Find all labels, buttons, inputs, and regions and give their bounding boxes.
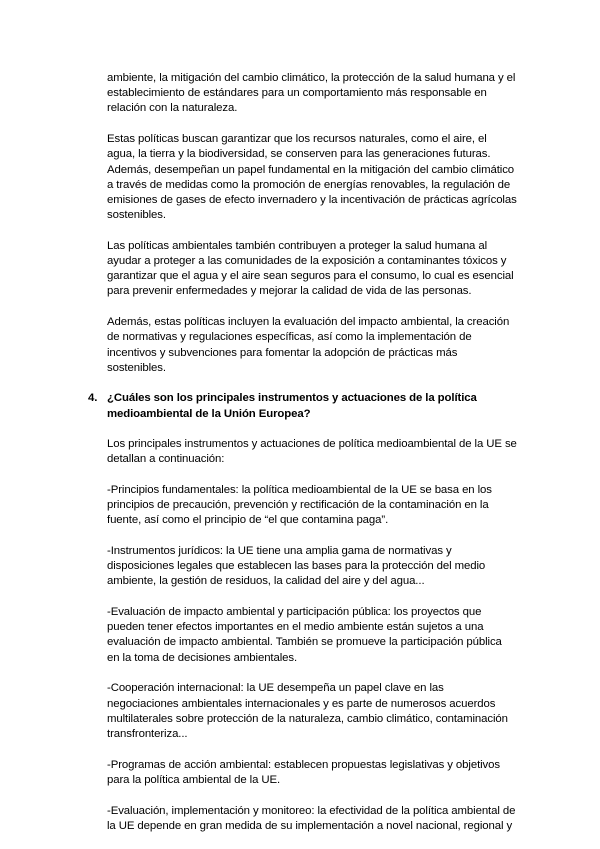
- paragraph-instruments-intro: Los principales instrumentos y actuaciones de política medioambiental de la UE se detallan a continuación:: [107, 437, 517, 466]
- paragraph-legal-instruments: -Instrumentos jurídicos: la UE tiene una amplia gama de normativas y disposiciones legales que establecen las bases para la protección del medio ambiente, la gestión de residuos, la calidad del aire y del agua...: [107, 544, 486, 588]
- question-text: ¿Cuáles son los principales instrumentos y actuaciones de la política medioambiental de la Unión Europea?: [107, 392, 477, 420]
- paragraph-evaluation-monitoring: -Evaluación, implementación y monitoreo: la efectividad de la política ambiental de la UE depende en gran medida de su implementación a novel nacional, regional y: [107, 804, 516, 832]
- paragraph-natural-resources: Estas políticas buscan garantizar que los recursos naturales, como el aire, el agua, la tierra y la biodiversidad, se conserven para las generaciones futuras. Además, desempeñan un papel fundamental en la mitigación del cambio climático a través de medidas como la promoción de energías renovables, la regulación de emisiones de gases de efecto invernadero y la incentivación de prácticas agrícolas sostenibles.: [107, 133, 517, 222]
- paragraph-fundamental-principles: -Principios fundamentales: la política medioambiental de la UE se basa en los principios de precaución, prevención y rectificación de la contaminación en la fuente, así como el principio de “el que contamina paga”.: [107, 483, 492, 527]
- question-heading: [88, 391, 517, 421]
- paragraph-action-programmes: -Programas de acción ambiental: establecen propuestas legislativas y objetivos para la política ambiental de la UE.: [107, 758, 500, 786]
- paragraph-human-health: Las políticas ambientales también contribuyen a proteger la salud humana al ayudar a proteger a las comunidades de la exposición a contaminantes tóxicos y garantizar que el agua y el aire sean seguros para el consumo, lo cual es esencial para prevenir enfermedades y mejorar la calidad de vida de las personas.: [107, 239, 514, 298]
- paragraph-impact-evaluation: Además, estas políticas incluyen la evaluación del impacto ambiental, la creación de normativas y regulaciones específicas, así como la implementación de incentivos y subvenciones para fomentar la adopción de prácticas más sostenibles.: [107, 316, 510, 374]
- paragraph-international-cooperation: -Cooperación internacional: la UE desempeña un papel clave en las negociaciones ambientales internacionales y es parte de numerosos acuerdos multilaterales sobre protección de la naturaleza, cambio climático, contaminación transfronteriza...: [107, 682, 508, 740]
- document-body: [88, 71, 517, 849]
- paragraph-environmental-impact-assessment: -Evaluación de impacto ambiental y participación pública: los proyectos que pueden tener efectos importantes en el medio ambiente están sujetos a una evaluación de impacto ambiental. También se promueve la participación pública en la toma de decisiones ambientales.: [107, 605, 502, 664]
- question-number: 4.: [88, 392, 98, 405]
- paragraph-intro-continuation: ambiente, la mitigación del cambio climático, la protección de la salud humana y el establecimiento de estándares para un comportamiento más responsable en relación con la naturaleza.: [107, 72, 516, 115]
